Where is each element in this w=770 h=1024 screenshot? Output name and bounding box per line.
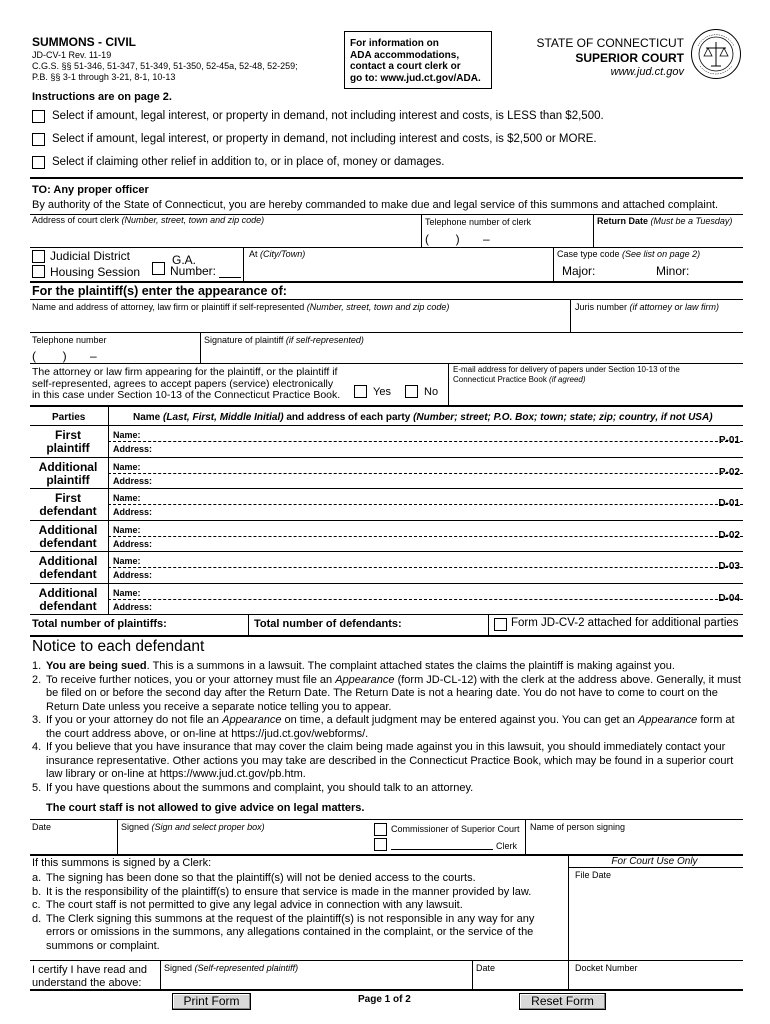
form-title: SUMMONS - CIVIL — [32, 35, 136, 49]
notice-heading: Notice to each defendant — [32, 638, 205, 655]
state-seal-icon — [690, 28, 742, 80]
docket-number-label: Docket Number — [575, 963, 638, 973]
certify-signature-field[interactable] — [164, 973, 469, 988]
party-code: D-04 — [718, 592, 740, 604]
party-name-label: Name: — [113, 430, 141, 440]
other-relief-checkbox[interactable] — [32, 156, 45, 169]
clerk-notice-item: d. The Clerk signing this summons at the request of the plaintiff(s) is not responsible in any way for any errors or omissions in the summons, any allegations contained in the complaint, or the service of the summons or complaint. — [32, 912, 535, 952]
parties-column-header: Parties — [52, 412, 86, 423]
party-name-field[interactable] — [146, 523, 706, 535]
judicial-district-checkbox[interactable] — [32, 250, 45, 263]
party-name-field[interactable] — [146, 460, 706, 472]
party-address-field[interactable] — [156, 474, 706, 487]
party-role-label: Additional defendant — [38, 585, 98, 613]
certify-text: I certify I have read and understand the above: — [32, 964, 147, 989]
party-code: P-02 — [718, 466, 740, 478]
case-type-label: Case type code (See list on page 2) — [557, 249, 701, 259]
party-address-field[interactable] — [156, 568, 706, 581]
court-staff-note: The court staff is not allowed to give advice on legal matters. — [46, 802, 365, 814]
statutes: C.G.S. §§ 51-346, 51-347, 51-349, 51-350, 52-45a, 52-48, 52-259; — [32, 61, 298, 71]
plaintiff-signature-field[interactable] — [204, 346, 741, 362]
plaintiff-appearance-heading: For the plaintiff(s) enter the appearance of: — [32, 284, 287, 298]
signature-field[interactable] — [121, 834, 369, 852]
ada-line: ADA accommodations, — [350, 49, 460, 61]
clerk-phone-field[interactable]: ( ) – — [425, 232, 490, 246]
party-name-label: Name: — [113, 556, 141, 566]
electronic-yes-checkbox[interactable] — [354, 385, 367, 398]
return-date-label: Return Date (Must be a Tuesday) — [597, 216, 733, 226]
ga-label: G.A. — [172, 253, 197, 267]
additional-parties-label: Form JD-CV-2 attached for additional parties — [511, 617, 739, 629]
page-number: Page 1 of 2 — [358, 994, 411, 1005]
party-role-label: Additional defendant — [38, 522, 98, 550]
notice-item: 2. To receive further notices, you or your attorney must file an Appearance (form JD-CL-12) with the clerk at the address above. Generally, it must be filed on or before the second day after the Return Date. The Return Date is not a hearing date. You do not have to come to court on the Return Date unless you receive a separate notice telling you to appear. — [32, 673, 741, 713]
no-label: No — [424, 386, 439, 398]
party-address-label: Address: — [113, 538, 153, 549]
print-form-button[interactable]: Print Form — [172, 993, 251, 1010]
city-town-label: At (City/Town) — [249, 249, 306, 259]
clerk-notice-list — [32, 872, 560, 953]
party-name-label: Name: — [113, 461, 141, 472]
juris-number-field[interactable] — [573, 313, 741, 330]
juris-number-label: Juris number (if attorney or law firm) — [575, 302, 720, 312]
file-date-label: File Date — [575, 870, 612, 880]
additional-parties-checkbox[interactable] — [494, 618, 507, 631]
to-officer-text: By authority of the State of Connecticut, you are hereby commanded to make due and legal service of this summons and attached complaint. — [32, 199, 719, 211]
attorney-field[interactable] — [32, 313, 568, 330]
ada-line: go to: www.jud.ct.gov/ADA. — [350, 72, 481, 84]
certify-date-label: Date — [476, 963, 496, 973]
amount-option-label: Select if amount, legal interest, or property in demand, not including interest and costs, is $2,500 or MORE. — [52, 133, 597, 145]
party-address-label: Address: — [113, 507, 153, 517]
party-code: P-01 — [718, 435, 740, 446]
ga-number-field[interactable] — [219, 264, 241, 277]
party-name-field[interactable] — [146, 554, 706, 566]
clerk-phone-label: Telephone number of clerk — [425, 217, 532, 227]
signing-date-field[interactable] — [32, 834, 115, 852]
amount-option-label: Select if amount, legal interest, or property in demand, not including interest and costs, is LESS than $2,500. — [52, 110, 604, 122]
clerk-notice-item: a. The signing has been done so that the plaintiff(s) will not be denied access to the courts. — [32, 872, 476, 884]
clerk-notice-item: b. It is the responsibility of the plaintiff(s) to ensure that service is made in the manner provided by law. — [32, 885, 532, 898]
total-plaintiffs-label: Total number of plaintiffs: — [32, 618, 167, 630]
ada-box — [344, 31, 492, 89]
2500-or-more-checkbox[interactable] — [32, 133, 45, 146]
practice-book-ref: P.B. §§ 3-1 through 3-21, 8-1, 10-13 — [32, 72, 176, 82]
notice-item: 4. If you believe that you have insurance that may cover the claim being made against you in this lawsuit, you should immediately contact your insurance representative. Other actions you may take are described in the Connecticut Practice Book, which may be found in a superior court law library or on-line at https://www.jud.ct.gov/pb.htm. — [32, 741, 734, 780]
plaintiff-signature-label: Signature of plaintiff (if self-represented) — [204, 335, 364, 345]
court-name: SUPERIOR COURT — [575, 51, 684, 65]
party-role-label: First defendant — [39, 491, 97, 518]
signing-date-label: Date — [32, 822, 52, 832]
name-signing-label: Name of person signing — [530, 822, 626, 832]
signed-label: Signed (Sign and select proper box) — [121, 822, 265, 832]
party-address-label: Address: — [113, 444, 153, 454]
party-address-label: Address: — [113, 601, 153, 612]
court-use-label: For Court Use Only — [611, 856, 698, 867]
form-id: JD-CV-1 Rev. 11-19 — [32, 50, 112, 60]
certify-signed-label: Signed (Self-represented plaintiff) — [164, 963, 299, 973]
party-address-label: Address: — [113, 475, 153, 486]
judicial-district-label: Judicial District — [50, 249, 131, 263]
party-code: D-03 — [718, 561, 740, 572]
ga-number-label: Number: — [170, 264, 217, 278]
form-citation — [32, 50, 298, 83]
ada-line: contact a court clerk or — [350, 61, 461, 72]
notice-item: 1. You are being sued. This is a summons in a lawsuit. The complaint attached states the claims the plaintiff is making against you. — [32, 660, 675, 672]
electronic-no-checkbox[interactable] — [405, 385, 418, 398]
plaintiff-phone-field[interactable]: ( ) – — [32, 349, 97, 363]
housing-session-label: Housing Session — [50, 265, 141, 279]
yes-label: Yes — [373, 386, 391, 398]
attorney-label: Name and address of attorney, law firm or plaintiff if self-represented (Number, street, town and zip code) — [32, 302, 450, 312]
party-address-label: Address: — [113, 570, 153, 580]
ada-line: For information on — [350, 38, 439, 49]
housing-session-checkbox[interactable] — [32, 265, 45, 278]
commissioner-label: Commissioner of Superior Court — [391, 824, 520, 834]
plaintiff-phone-label: Telephone number — [32, 335, 107, 345]
court-website: www.jud.ct.gov — [610, 66, 684, 78]
party-role-label: Additional defendant — [38, 554, 98, 581]
party-name-label: Name: — [113, 493, 141, 503]
commissioner-checkbox[interactable] — [374, 823, 387, 836]
ga-checkbox[interactable] — [152, 262, 165, 275]
notice-item: 3. If you or your attorney do not file an Appearance on time, a default judgment may be entered against you. You can get an Appearance form at the court address above, or on-line at https://jud.ct.gov/webforms/. — [32, 714, 735, 740]
to-officer-heading: TO: Any proper officer — [32, 184, 149, 196]
amount-option-label: Select if claiming other relief in addition to, or in place of, money or damages. — [52, 156, 445, 168]
email-label: E-mail address for delivery of papers under Section 10-13 of the Connecticut Practice Book (if agreed) — [453, 365, 680, 384]
clerk-notice-item: c. The court staff is not permitted to give any legal advice in connection with any lawsuit. — [32, 899, 463, 911]
reset-form-button[interactable]: Reset Form — [519, 993, 606, 1010]
state-name: STATE OF CONNECTICUT — [536, 36, 684, 50]
party-role-label: First plaintiff — [46, 428, 90, 455]
party-name-column-header: Name (Last, First, Middle Initial) and address of each party (Number; street; P.O. Box; town; state; zip; country, if not USA) — [133, 412, 713, 423]
notice-item: 5. If you have questions about the summons and complaint, you should talk to an attorney. — [32, 781, 474, 794]
name-signing-field[interactable] — [530, 834, 741, 852]
notice-list — [32, 660, 742, 795]
party-name-field[interactable] — [146, 428, 706, 440]
clerk-section-intro: If this summons is signed by a Clerk: — [32, 857, 212, 869]
court-address-field[interactable] — [32, 228, 420, 245]
city-town-field[interactable] — [249, 261, 549, 279]
instructions-note: Instructions are on page 2. — [32, 91, 172, 103]
party-address-field[interactable] — [156, 505, 706, 518]
party-address-field[interactable] — [156, 600, 706, 613]
party-name-field[interactable] — [146, 586, 706, 598]
party-address-field[interactable] — [156, 537, 706, 550]
total-defendants-label: Total number of defendants: — [254, 618, 402, 630]
major-label: Major: — [562, 264, 596, 278]
minor-label: Minor: — [656, 264, 690, 278]
clerk-checkbox[interactable] — [374, 838, 387, 851]
party-address-field[interactable] — [156, 442, 706, 455]
email-field[interactable] — [452, 386, 741, 403]
court-address-label: Address of court clerk (Number, street, town and zip code) — [32, 215, 265, 225]
clerk-label: Clerk — [496, 841, 518, 851]
certify-date-field[interactable] — [476, 973, 566, 988]
party-code: D-02 — [718, 529, 740, 541]
party-name-field[interactable] — [146, 491, 706, 503]
party-code: D-01 — [718, 498, 740, 509]
return-date-field[interactable] — [595, 228, 741, 245]
electronic-service-text: The attorney or law firm appearing for the plaintiff, or the plaintiff if self-represented, agrees to accept papers (service) electronically in this case under Section 10-13 of the Connecticut Practice Book. — [32, 366, 341, 401]
party-role-label: Additional plaintiff — [38, 459, 98, 487]
party-name-label: Name: — [113, 587, 141, 598]
less-than-2500-checkbox[interactable] — [32, 110, 45, 123]
party-name-label: Name: — [113, 524, 141, 535]
